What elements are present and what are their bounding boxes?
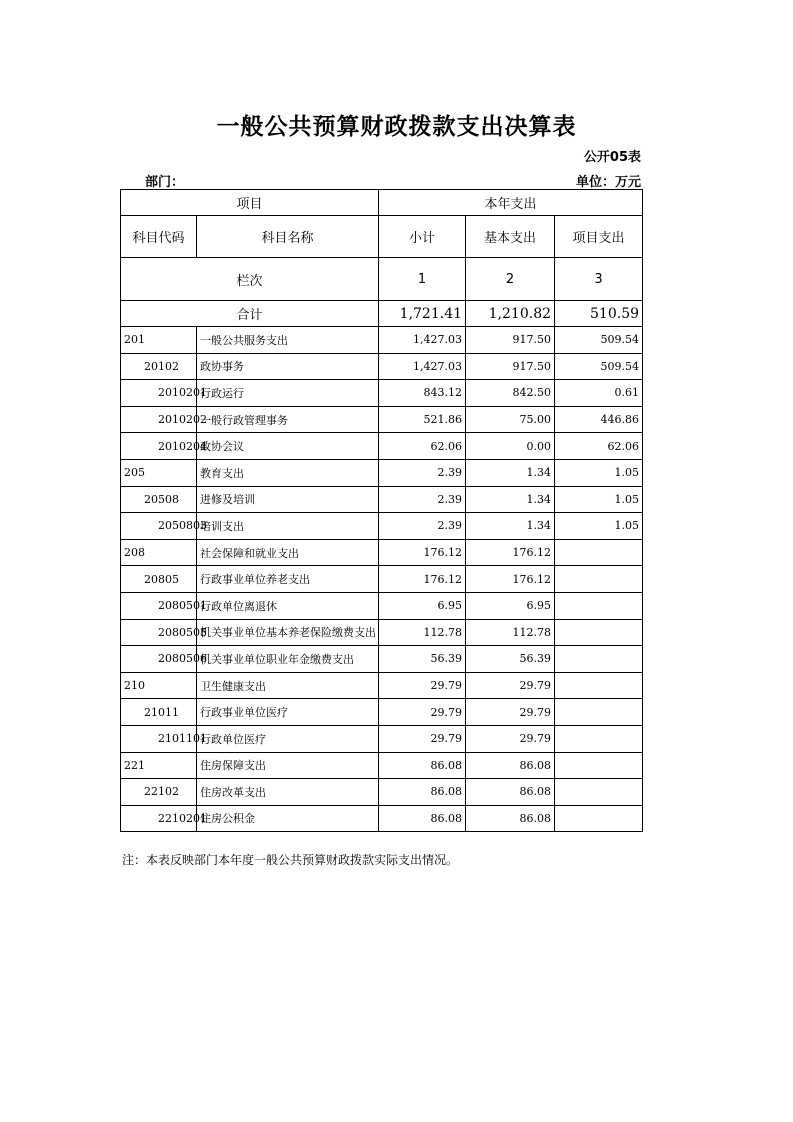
header-code: 科目代码 <box>121 216 197 258</box>
table-row <box>121 805 643 832</box>
row-code: 22102 <box>121 779 197 806</box>
row-name: 住房公积金 <box>197 805 379 832</box>
row-code: 221 <box>121 752 197 779</box>
row-name: 机关事业单位职业年金缴费支出 <box>197 646 379 673</box>
row-basic: 86.08 <box>466 779 555 806</box>
header-col1: 1 <box>379 258 466 301</box>
table-row <box>121 619 643 646</box>
header-project: 项目支出 <box>555 216 643 258</box>
header-basic: 基本支出 <box>466 216 555 258</box>
header-col3: 3 <box>555 258 643 301</box>
row-name: 机关事业单位基本养老保险缴费支出 <box>197 619 379 646</box>
row-subtotal: 29.79 <box>379 672 466 699</box>
row-subtotal: 176.12 <box>379 539 466 566</box>
row-subtotal: 2.39 <box>379 513 466 540</box>
table-row <box>121 406 643 433</box>
row-subtotal: 2.39 <box>379 486 466 513</box>
row-code: 2210201 <box>121 805 197 832</box>
row-basic: 1.34 <box>466 513 555 540</box>
row-code: 2010202 <box>121 406 197 433</box>
row-project: 0.61 <box>555 380 643 407</box>
row-code: 21011 <box>121 699 197 726</box>
row-code: 201 <box>121 327 197 354</box>
department-label: 部门： <box>145 175 185 190</box>
row-project <box>555 672 643 699</box>
row-name: 住房保障支出 <box>197 752 379 779</box>
row-name: 卫生健康支出 <box>197 672 379 699</box>
table-row <box>121 646 643 673</box>
row-subtotal: 1,427.03 <box>379 327 466 354</box>
total-basic: 1,210.82 <box>466 301 555 327</box>
table-row <box>121 592 643 619</box>
table-row <box>121 566 643 593</box>
footnote: 注：本表反映部门本年度一般公共预算财政拨款实际支出情况。 <box>122 853 459 867</box>
unit-label: 单位：万元 <box>575 175 641 190</box>
row-subtotal: 2.39 <box>379 459 466 486</box>
row-basic: 917.50 <box>466 327 555 354</box>
header-col2: 2 <box>466 258 555 301</box>
row-name: 培训支出 <box>197 513 379 540</box>
row-code: 2080506 <box>121 646 197 673</box>
row-basic: 112.78 <box>466 619 555 646</box>
row-basic: 29.79 <box>466 699 555 726</box>
row-name: 社会保障和就业支出 <box>197 539 379 566</box>
row-name: 政协事务 <box>197 353 379 380</box>
row-subtotal: 6.95 <box>379 592 466 619</box>
row-project: 1.05 <box>555 459 643 486</box>
row-basic: 75.00 <box>466 406 555 433</box>
row-basic: 29.79 <box>466 672 555 699</box>
header-column-label: 栏次 <box>121 258 379 301</box>
expenditure-table <box>120 189 643 832</box>
header-current-year: 本年支出 <box>379 190 643 216</box>
row-basic: 6.95 <box>466 592 555 619</box>
row-project <box>555 646 643 673</box>
row-project: 509.54 <box>555 353 643 380</box>
row-basic: 0.00 <box>466 433 555 460</box>
row-code: 20508 <box>121 486 197 513</box>
row-name: 行政运行 <box>197 380 379 407</box>
table-row <box>121 380 643 407</box>
row-project <box>555 619 643 646</box>
row-project <box>555 566 643 593</box>
row-name: 进修及培训 <box>197 486 379 513</box>
row-name: 住房改革支出 <box>197 779 379 806</box>
row-name: 行政事业单位医疗 <box>197 699 379 726</box>
row-basic: 29.79 <box>466 725 555 752</box>
row-subtotal: 86.08 <box>379 805 466 832</box>
row-subtotal: 56.39 <box>379 646 466 673</box>
header-subtotal: 小计 <box>379 216 466 258</box>
row-code: 2010201 <box>121 380 197 407</box>
table-row <box>121 486 643 513</box>
row-subtotal: 112.78 <box>379 619 466 646</box>
table-row <box>121 752 643 779</box>
form-number: 公开05表 <box>583 150 641 165</box>
table-row <box>121 539 643 566</box>
row-basic: 842.50 <box>466 380 555 407</box>
row-subtotal: 843.12 <box>379 380 466 407</box>
row-project <box>555 539 643 566</box>
row-code: 210 <box>121 672 197 699</box>
row-code: 20102 <box>121 353 197 380</box>
row-name: 行政单位医疗 <box>197 725 379 752</box>
row-basic: 86.08 <box>466 752 555 779</box>
row-code: 2080501 <box>121 592 197 619</box>
row-project: 62.06 <box>555 433 643 460</box>
row-project: 446.86 <box>555 406 643 433</box>
row-code: 2080505 <box>121 619 197 646</box>
row-basic: 86.08 <box>466 805 555 832</box>
row-subtotal: 86.08 <box>379 779 466 806</box>
row-code: 205 <box>121 459 197 486</box>
row-name: 行政事业单位养老支出 <box>197 566 379 593</box>
row-project <box>555 699 643 726</box>
total-project: 510.59 <box>555 301 643 327</box>
table-row <box>121 699 643 726</box>
table-row <box>121 353 643 380</box>
row-name: 一般行政管理事务 <box>197 406 379 433</box>
table-row <box>121 433 643 460</box>
row-basic: 1.34 <box>466 459 555 486</box>
table-row <box>121 672 643 699</box>
row-subtotal: 176.12 <box>379 566 466 593</box>
row-subtotal: 1,427.03 <box>379 353 466 380</box>
header-name: 科目名称 <box>197 216 379 258</box>
table-row <box>121 513 643 540</box>
row-name: 政协会议 <box>197 433 379 460</box>
table-row <box>121 779 643 806</box>
row-name: 教育支出 <box>197 459 379 486</box>
row-basic: 56.39 <box>466 646 555 673</box>
row-subtotal: 521.86 <box>379 406 466 433</box>
row-code: 20805 <box>121 566 197 593</box>
row-basic: 917.50 <box>466 353 555 380</box>
row-project <box>555 752 643 779</box>
total-row <box>121 301 643 327</box>
row-code: 2101101 <box>121 725 197 752</box>
page-title: 一般公共预算财政拨款支出决算表 <box>216 114 577 140</box>
row-basic: 176.12 <box>466 539 555 566</box>
row-project <box>555 779 643 806</box>
row-name: 行政单位离退休 <box>197 592 379 619</box>
row-project: 1.05 <box>555 486 643 513</box>
row-subtotal: 86.08 <box>379 752 466 779</box>
table-row <box>121 725 643 752</box>
total-label: 合计 <box>121 301 379 327</box>
row-subtotal: 62.06 <box>379 433 466 460</box>
row-code: 2050803 <box>121 513 197 540</box>
header-item: 项目 <box>121 190 379 216</box>
row-basic: 176.12 <box>466 566 555 593</box>
row-project <box>555 592 643 619</box>
table-row <box>121 459 643 486</box>
row-project <box>555 805 643 832</box>
row-project: 1.05 <box>555 513 643 540</box>
row-code: 208 <box>121 539 197 566</box>
row-project <box>555 725 643 752</box>
row-subtotal: 29.79 <box>379 699 466 726</box>
row-basic: 1.34 <box>466 486 555 513</box>
table-row <box>121 327 643 354</box>
row-name: 一般公共服务支出 <box>197 327 379 354</box>
total-subtotal: 1,721.41 <box>379 301 466 327</box>
row-code: 2010204 <box>121 433 197 460</box>
row-project: 509.54 <box>555 327 643 354</box>
row-subtotal: 29.79 <box>379 725 466 752</box>
